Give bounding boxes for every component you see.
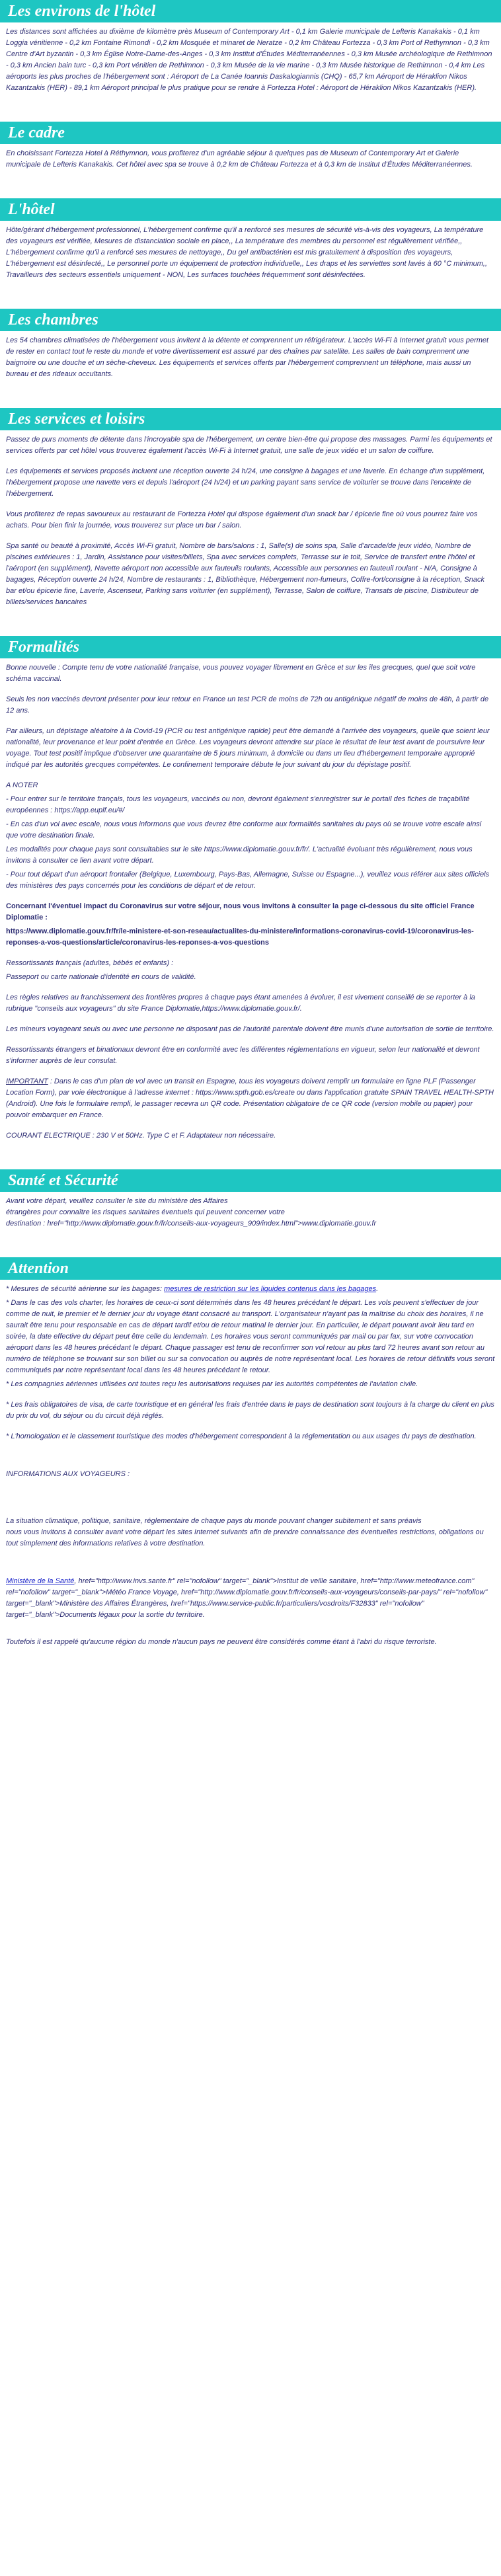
services-text-3: Vous profiterez de repas savoureux au restaurant de Fortezza Hotel qui dispose également d'un snack bar / épicerie fine où vous pourrez faire vos achats. Pour bien finir la journée, vous trouverez sur place un bar / salon. xyxy=(6,510,478,529)
info-voyageurs-title: INFORMATIONS AUX VOYAGEURS : xyxy=(6,1470,130,1478)
formalites-text-2: Seuls les non vaccinés devront présenter pour leur retour en France un test PCR de moins de 72h ou antigénique négatif de moins de 48h, à partir de 12 ans. xyxy=(6,695,489,715)
covid-notice-text: Concernant l'éventuel impact du Coronavirus sur votre séjour, nous vous invitons à consulter la page ci-dessous du site officiel France Diplomatie : xyxy=(6,902,475,921)
section-heading-services: Les services et loisirs xyxy=(0,408,501,430)
section-environs xyxy=(0,22,501,122)
section-hotel xyxy=(0,221,501,309)
section-heading-attention: Attention xyxy=(0,1257,501,1280)
section-chambres xyxy=(0,331,501,408)
covid-notice xyxy=(6,901,495,923)
info-line-2: nous vous invitons à consulter avant votre départ les sites Internet suivants afin de prendre connaissance des éventuelles restrictions, obligations ou tout simplement des informations relatives à votre destination. xyxy=(6,1528,484,1547)
attention-item-1 xyxy=(6,1284,495,1295)
section-heading-formalites: Formalités xyxy=(0,636,501,658)
covid-notice-url-text: https://www.diplomatie.gouv.fr/fr/le-ministere-et-son-reseau/actualites-du-ministere/informations-coronavirus-covid-19/coronavirus-les-reponses-a-vos-questions/article/coronavirus-les-reponses-a-vos-questions xyxy=(6,927,474,947)
info-line-1: La situation climatique, politique, sanitaire, réglementaire de chaque pays du monde pouvant changer subitement et sans préavis xyxy=(6,1517,422,1525)
section-formalites xyxy=(0,658,501,1169)
section-heading-chambres: Les chambres xyxy=(0,309,501,331)
formalites-text-1: Bonne nouvelle : Compte tenu de votre nationalité française, vous pouvez voyager librement en Grèce et sur les îles grecques, quel que soit votre schéma vaccinal. xyxy=(6,664,476,683)
note-line-2: - En cas d'un vol avec escale, nous vous informons que vous devrez être conforme aux formalités sanitaires du pays où se trouve votre escale ainsi que votre destination finale. xyxy=(6,820,482,839)
services-text-1: Passez de purs moments de détente dans l'incroyable spa de l'hébergement, un centre bien-être qui propose des massages. Parmi les équipements et services offerts par cet hôtel vous trouverez également l'accès Wi-Fi à Internet gratuit, une salle de jeux vidéo et un salon de coiffure. xyxy=(6,436,492,455)
terror-risk-note: Toutefois il est rappelé qu'aucune région du monde n'aucun pays ne peuvent être considérés comme étant à l'abri du risque terroriste. xyxy=(6,1638,437,1646)
sante-line-3: destination : href="http://www.diplomatie.gouv.fr/fr/conseils-aux-voyageurs_909/index.html">www.diplomatie.gouv.fr xyxy=(6,1220,377,1228)
formalites-text-5: Les mineurs voyageant seuls ou avec une personne ne disposant pas de l'autorité parentale doivent être munis d'une autorisation de sortie de territoire. xyxy=(6,1025,494,1033)
attention-item-2: * Dans le cas des vols charter, les horaires de ceux-ci sont déterminés dans les 48 heures précédant le départ. Les vols peuvent s'effectuer de jour comme de nuit, le premier et le dernier jour du voyage étant consacré au transport. L'organisateur n'ayant pas la maîtrise du choix des horaires, il ne saurait être tenu pour responsable en cas de départ tardif et/ou de retour matinal le dernier jour. En particulier, le départ pouvant avoir lieu tard en soirée, la date effective du départ peut être celle du lendemain. Les horaires vous seront communiqués par mail ou par fax, sur votre convocation aéroport dans les 48 heures précédant le départ. Chaque passager est tenu de reconfirmer son vol retour au plus tard 72 heures avant son retour au numéro de téléphone se trouvant sur son billet ou sur sa convocation ou auprès de notre représentant local. Les horaires de retour définitifs vous seront communiqués par notre représentant local dans les 48 heures précédant le retour. xyxy=(6,1299,495,1374)
ressortissants-title: Ressortissants français (adultes, bébés et enfants) : xyxy=(6,959,174,967)
section-heading-environs: Les environs de l'hôtel xyxy=(0,0,501,22)
hotel-text: Hôte/gérant d'hébergement professionnel, L'hébergement confirme qu'il a renforcé ses mesures de sécurité vis-à-vis des voyageurs, La température des voyageurs est vérifiée, Mesures de distanciation sociale en place,, La température des membres du personnel est régulièrement vérifiée,, L'hébergement confirme qu'il a renforcé ses mesures de nettoyage,, Du gel antibactérien est mis gratuitement à disposition des voyageurs, L'hébergement est désinfecté,, Le personnel porte un équipement de protection individuelle,, Les draps et les serviettes sont lavés à 60 °C minimum,, Travailleurs des secteurs essentiels uniquement - NON, Les surfaces touchées fréquemment sont désinfectées. xyxy=(6,226,488,279)
section-cadre xyxy=(0,144,501,198)
note-title: A NOTER xyxy=(6,781,38,789)
section-heading-hotel: L'hôtel xyxy=(0,198,501,221)
formalites-text-6: Ressortissants étrangers et binationaux devront être en conformité avec les différentes réglementations en vigueur, selon leur nationalité et devront s'informer auprès de leur consulat. xyxy=(6,1046,480,1065)
note-line-3: Les modalités pour chaque pays sont consultables sur le site https://www.diplomatie.gouv.fr/fr/. L'actualité évoluant très régulièrement, nous vous invitons à consulter ce lien avant votre départ. xyxy=(6,845,473,865)
ressortissants-docs: Passeport ou carte nationale d'identité en cours de validité. xyxy=(6,973,196,981)
section-services xyxy=(0,430,501,636)
chambres-text: Les 54 chambres climatisées de l'hébergement vous invitent à la détente et comprennent un réfrigérateur. L'accès Wi-Fi à Internet gratuit vous permet de rester en contact tout le reste du monde et votre divertissement est assuré par des chaînes par satellite. Les salles de bain comprennent une baignoire ou une douche et un sèche-cheveux. Les équipements et services offerts par l'hébergement comprennent un téléphone, mais aussi un bureau et des rideaux occultants. xyxy=(6,336,489,378)
services-amenities-list: Spa santé ou beauté à proximité, Accès Wi-Fi gratuit, Nombre de bars/salons : 1, Salle(s) de soins spa, Salle d'arcade/de jeux vidéo, Nombre de piscines extérieures : 1, Jardin, Assistance pour visites/billets, Spa avec services complets, Terrasse sur le toit, Service de transfert entre l'hôtel et l'aéroport (en supplément), Navette aéroport non accessible aux fauteuils roulants, Accessible aux personnes en fauteuil roulant - N/A, Consigne à bagages, Réception ouverte 24 h/24, Nombre de restaurants : 1, Bibliothèque, Hébergement non-fumeurs, Coffre-fort/consigne à la réception, Snack bar et/ou épicerie fine, Laverie, Ascenseur, Parking sans voiturier (en supplément), Terrasse, Salon de coiffure, Transats de piscine, Distributeur de billets/services bancaires xyxy=(6,542,484,606)
ministere-sante-link[interactable]: Ministère de la Santé xyxy=(6,1577,75,1585)
section-attention xyxy=(0,1280,501,1676)
services-text-2: Les équipements et services proposés incluent une réception ouverte 24 h/24, une consigne à bagages et une laverie. En échange d'un supplément, l'hébergement propose une navette vers et depuis l'aéroport (24 h/24) et un parking payant sans service de voiturier se trouve dans l'enceinte de l'hébergement. xyxy=(6,467,485,498)
attention-item-5: * L'homologation et le classement touristique des modes d'hébergement correspondent à la réglementation ou aux usages du pays de destination. xyxy=(6,1432,477,1440)
covid-notice-url xyxy=(6,926,495,949)
formalites-text-4: Les règles relatives au franchissement des frontières propres à chaque pays étant amenées à évoluer, il est vivement conseillé de se reporter à la rubrique "conseils aux voyageurs" du site France Diplomatie,https://www.diplomatie.gouv.fr/. xyxy=(6,994,475,1013)
note-line-1: - Pour entrer sur le territoire français, tous les voyageurs, vaccinés ou non, devront également s'enregistrer sur le portail des fiches de traçabilité européennes : https://app.euplf.eu/#/ xyxy=(6,795,470,814)
note-line-4: - Pour tout départ d'un aéroport frontalier (Belgique, Luxembourg, Pays-Bas, Allemagne, Suisse ou Espagne...), veuillez vous référer aux sites officiels des ministères des pays concernés pour les conditions de départ et de retour. xyxy=(6,871,490,890)
electric-info: COURANT ELECTRIQUE : 230 V et 50Hz. Type C et F. Adaptateur non nécessaire. xyxy=(6,1132,276,1140)
formalites-text-3: Par ailleurs, un dépistage aléatoire à la Covid-19 (PCR ou test antigénique rapide) peut être demandé à l'arrivée des voyageurs, quelle que soient leur nationalité, leur provenance et leur point d'entrée en Grèce. Les voyageurs devront attendre sur place le résultat de leur test avant de poursuivre leur voyage. Tout test positif implique d'observer une quarantaine de 5 jours minimum, à domicile ou dans un lieu d'hébergement temporaire approprié indiqué par les autorités grecques compétentes. Le confinement temporaire débute le jour suivant du jour du dépistage positif. xyxy=(6,727,490,769)
section-heading-sante: Santé et Sécurité xyxy=(0,1169,501,1192)
sante-line-1: Avant votre départ, veuillez consulter le site du ministère des Affaires xyxy=(6,1197,228,1205)
important-text: : Dans le cas d'un plan de vol avec un transit en Espagne, tous les voyageurs doivent remplir un formulaire en ligne PLF (Passenger Location Form), par voie électronique à l'adresse internet : https://www.spth.gob.es/create ou dans l'application gratuite SPAIN TRAVEL HEALTH-SPTH (Android). Une fois le formulaire rempli, le passager recevra un QR code. Présentation obligatoire de ce QR code (version mobile ou papier) pour pouvoir embarquer en France. xyxy=(6,1077,494,1119)
important-label: IMPORTANT xyxy=(6,1077,48,1085)
attention-item-1-pre: * Mesures de sécurité aérienne sur les bagages: xyxy=(6,1285,165,1293)
section-sante xyxy=(0,1192,501,1257)
attention-item-1-post: . xyxy=(376,1285,379,1293)
info-links xyxy=(6,1576,495,1621)
sante-line-2: étrangères pour connaître les risques sanitaires éventuels qui peuvent concerner votre xyxy=(6,1208,285,1216)
attention-item-3: * Les compagnies aériennes utilisées ont toutes reçu les autorisations requises par les autorités compétentes de l'aviation civile. xyxy=(6,1380,418,1388)
important-notice xyxy=(6,1076,495,1121)
environs-text: Les distances sont affichées au dixième de kilomètre près Museum of Contemporary Art - 0,1 km Galerie municipale de Lefteris Kanakakis - 0,1 km Loggia vénitienne - 0,2 km Fontaine Rimondi - 0,2 km Mosquée et minaret de Neratze - 0,2 km Château Fortezza - 0,3 km Port of Rethymnon - 0,3 km Centre d'Art byzantin - 0,3 km Église Notre-Dame-des-Anges - 0,3 km Institut d'Études Méditerranéennes - 0,3 km Musée archéologique de Rethimnon - 0,3 km Ancien bain turc - 0,3 km Port vénitien de Rethimnon - 0,3 km Musée de la vie marine - 0,3 km Musée historique de Rethimnon - 0,4 km Les aéroports les plus proches de l'hébergement sont : Aéroport de La Canée Ioannis Daskalogiannis (CHQ) - 65,7 km Aéroport de Héraklion Nikos Kazantzakis (HER) - 89,1 km Aéroport principal le plus pratique pour se rendre à Fortezza Hotel : Aéroport de Héraklion Nikos Kazantzakis (HER). xyxy=(6,28,492,92)
cadre-text: En choisissant Fortezza Hotel à Réthymnon, vous profiterez d'un agréable séjour à quelques pas de Museum of Contemporary Art et Galerie municipale de Lefteris Kanakakis. Cet hôtel avec spa se trouve à 0,2 km de Château Fortezza et à 0,3 km de Institut d'Études Méditerranéennes. xyxy=(6,149,473,169)
attention-item-4: * Les frais obligatoires de visa, de carte touristique et en général les frais d'entrée dans le pays de destination sont toujours à la charge du client en plus du prix du vol, du séjour ou du circuit déjà réglés. xyxy=(6,1401,494,1420)
info-links-text: , href="http://www.invs.sante.fr" rel="nofollow" target="_blank">Institut de veille sanitaire, href="http://www.meteofrance.com" rel="nofollow" target="_blank">Météo France Voyage, href="http://www.diplomatie.gouv.fr/fr/conseils-aux-voyageurs/conseils-par-pays/" rel="nofollow" target="_blank">Ministère des Affaires Étrangères, href="https://www.service-public.fr/particuliers/vosdroits/F32833" rel="nofollow" target="_blank">Documents légaux pour la sortie du territoire. xyxy=(6,1577,488,1619)
liquids-restriction-link[interactable]: mesures de restriction sur les liquides contenus dans les bagages xyxy=(164,1285,377,1293)
section-heading-cadre: Le cadre xyxy=(0,122,501,144)
